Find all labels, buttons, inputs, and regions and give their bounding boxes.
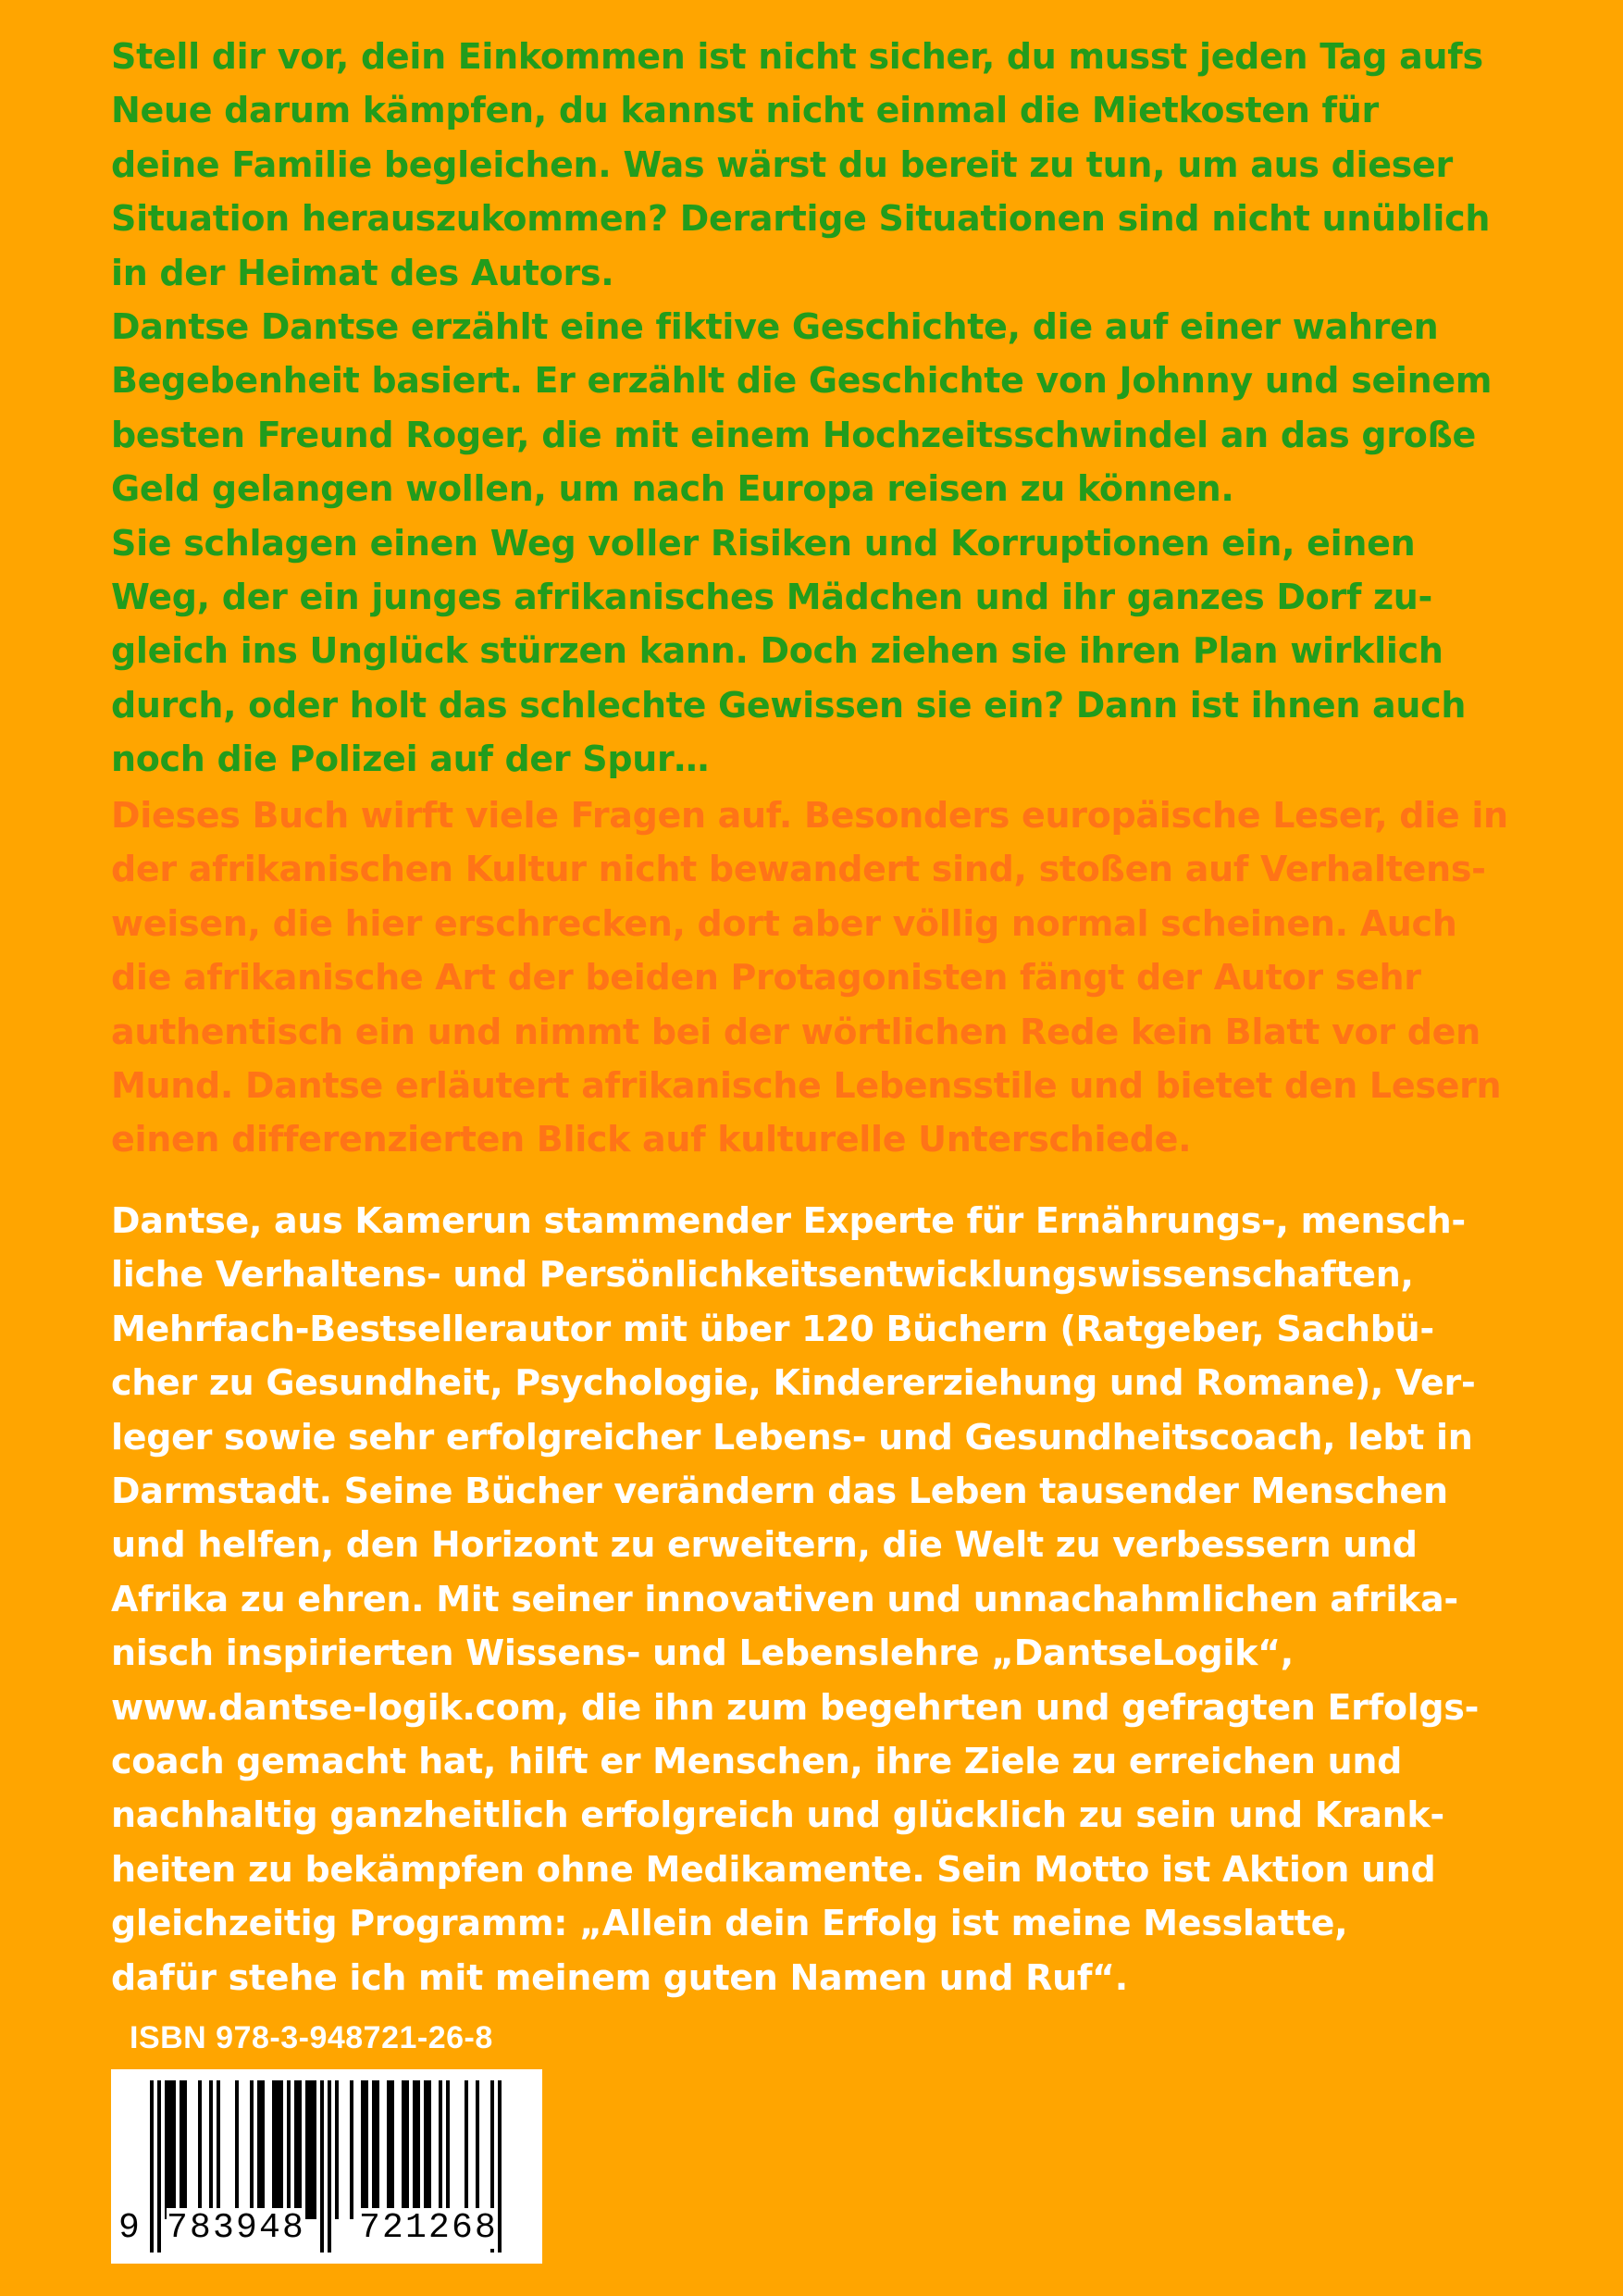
isbn-label: ISBN 978-3-948721-26-8 bbox=[130, 2020, 493, 2055]
author-line: liche Verhaltens- und Persönlichkeitsentwicklungswissenschaften, bbox=[111, 1254, 1414, 1296]
intro-line: Begebenheit basiert. Er erzählt die Geschichte von Johnny und seinem bbox=[111, 360, 1493, 402]
barcode-bar bbox=[150, 2080, 154, 2253]
barcode-bar bbox=[157, 2080, 161, 2253]
barcode-bar bbox=[309, 2080, 313, 2219]
barcode-bar bbox=[376, 2080, 379, 2219]
author-line: und helfen, den Horizont zu erweitern, die Welt zu verbessern und bbox=[111, 1524, 1418, 1566]
barcode-bar bbox=[405, 2080, 409, 2219]
barcode-bar bbox=[335, 2080, 339, 2219]
barcode-bar bbox=[328, 2080, 331, 2253]
intro-line: durch, oder holt das schlechte Gewissen sie ein? Dann ist ihnen auch bbox=[111, 684, 1467, 726]
barcode-bar bbox=[439, 2080, 442, 2219]
intro-line: besten Freund Roger, die mit einem Hochzeitsschwindel an das große bbox=[111, 414, 1477, 455]
barcode-bar bbox=[257, 2080, 261, 2219]
author-line: nisch inspirierten Wissens- und Lebenslehre „DantseLogik“, bbox=[111, 1632, 1294, 1674]
author-line: nachhaltig ganzheitlich erfolgreich und glücklich zu sein und Krank- bbox=[111, 1794, 1444, 1836]
intro-line: Geld gelangen wollen, um nach Europa reisen zu können. bbox=[111, 468, 1234, 510]
intro-line: Stell dir vor, dein Einkommen ist nicht sicher, du musst jeden Tag aufs bbox=[111, 36, 1483, 77]
author-line: Mehrfach-Bestsellerautor mit über 120 Büchern (Ratgeber, Sachbü- bbox=[111, 1308, 1434, 1349]
barcode-bar bbox=[365, 2080, 368, 2219]
author-line: Darmstadt. Seine Bücher verändern das Leben tausender Menschen bbox=[111, 1471, 1448, 1512]
barcode-bar bbox=[361, 2080, 365, 2219]
review-line: einen differenzierten Blick auf kulturelle Unterschiede. bbox=[111, 1119, 1192, 1160]
barcode-bar bbox=[287, 2080, 291, 2219]
barcode-bar bbox=[320, 2080, 324, 2253]
intro-line: noch die Polizei auf der Spur… bbox=[111, 738, 710, 780]
barcode-bar bbox=[413, 2080, 416, 2219]
author-line: Dantse, aus Kamerun stammender Experte für Ernährungs-, mensch- bbox=[111, 1200, 1466, 1241]
barcode-bar bbox=[372, 2080, 376, 2219]
barcode-bar bbox=[313, 2080, 316, 2219]
barcode-bar bbox=[235, 2080, 239, 2219]
barcode-right-digits: 721268 bbox=[359, 2208, 499, 2248]
barcode-bar bbox=[465, 2080, 468, 2219]
barcode-bar bbox=[165, 2080, 168, 2219]
barcode-bar bbox=[350, 2080, 353, 2219]
barcode-bar bbox=[294, 2080, 298, 2219]
intro-line: gleich ins Unglück stürzen kann. Doch ziehen sie ihren Plan wirklich bbox=[111, 630, 1443, 672]
barcode-bar bbox=[498, 2080, 502, 2253]
intro-line: Weg, der ein junges afrikanisches Mädchen und ihr ganzes Dorf zu- bbox=[111, 577, 1433, 618]
barcode bbox=[111, 2069, 542, 2264]
barcode-bar bbox=[198, 2080, 202, 2219]
barcode-bar bbox=[402, 2080, 405, 2219]
author-bio bbox=[111, 1194, 1536, 2004]
barcode-bar bbox=[183, 2080, 187, 2219]
review-line: Dieses Buch wirft viele Fragen auf. Besonders europäische Leser, die in bbox=[111, 795, 1508, 836]
author-line: leger sowie sehr erfolgreicher Lebens- und Gesundheitscoach, lebt in bbox=[111, 1416, 1473, 1458]
barcode-bar bbox=[424, 2080, 427, 2219]
barcode-bar bbox=[180, 2080, 183, 2219]
barcode-bar bbox=[279, 2080, 283, 2219]
barcode-bar bbox=[416, 2080, 420, 2219]
author-line: www.dantse-logik.com, die ihn zum begehrten und gefragten Erfolgs- bbox=[111, 1686, 1480, 1728]
intro-blurb bbox=[111, 30, 1536, 787]
intro-line: Sie schlagen einen Weg voller Risiken und Korruptionen ein, einen bbox=[111, 522, 1416, 564]
author-line: cher zu Gesundheit, Psychologie, Kindererziehung und Romane), Ver- bbox=[111, 1362, 1476, 1404]
barcode-bar bbox=[217, 2080, 220, 2219]
author-line: coach gemacht hat, hilft er Menschen, ihre Ziele zu erreichen und bbox=[111, 1741, 1402, 1782]
barcode-bar bbox=[172, 2080, 176, 2219]
barcode-bar bbox=[209, 2080, 213, 2219]
author-line: Afrika zu ehren. Mit seiner innovativen und unnachahmlichen afrika- bbox=[111, 1578, 1458, 1620]
barcode-bar bbox=[276, 2080, 279, 2219]
review-line: Mund. Dantse erläutert afrikanische Lebensstile und bietet den Lesern bbox=[111, 1065, 1502, 1107]
author-line: gleichzeitig Programm: „Allein dein Erfolg ist meine Messlatte, bbox=[111, 1903, 1348, 1944]
intro-line: deine Familie begleichen. Was wärst du bereit zu tun, um aus dieser bbox=[111, 143, 1453, 185]
author-line: dafür stehe ich mit meinem guten Namen und Ruf“. bbox=[111, 1956, 1128, 1998]
review-blurb bbox=[111, 788, 1536, 1167]
barcode-bar bbox=[387, 2080, 390, 2219]
barcode-bar bbox=[305, 2080, 309, 2219]
barcode-bar bbox=[250, 2080, 254, 2219]
barcode-first-digit: 9 bbox=[118, 2208, 140, 2248]
intro-line: Neue darum kämpfen, du kannst nicht einmal die Mietkosten für bbox=[111, 90, 1379, 131]
review-line: die afrikanische Art der beiden Protagonisten fängt der Autor sehr bbox=[111, 957, 1421, 999]
barcode-bar bbox=[476, 2080, 479, 2219]
review-line: weisen, die hier erschrecken, dort aber völlig normal scheinen. Auch bbox=[111, 902, 1457, 944]
barcode-bar bbox=[427, 2080, 431, 2219]
barcode-left-digits: 783948 bbox=[167, 2208, 306, 2248]
barcode-bar bbox=[446, 2080, 450, 2219]
barcode-bar bbox=[298, 2080, 302, 2219]
review-line: der afrikanischen Kultur nicht bewandert sind, stoßen auf Verhaltens- bbox=[111, 849, 1486, 890]
barcode-bar bbox=[272, 2080, 276, 2219]
intro-line: Dantse Dantse erzählt eine fiktive Geschichte, die auf einer wahren bbox=[111, 306, 1439, 348]
barcode-bar bbox=[261, 2080, 265, 2219]
barcode-bar bbox=[168, 2080, 172, 2219]
intro-line: Situation herauszukommen? Derartige Situationen sind nicht unüblich bbox=[111, 198, 1491, 240]
review-line: authentisch ein und nimmt bei der wörtlichen Rede kein Blatt vor den bbox=[111, 1011, 1481, 1052]
barcode-bar bbox=[390, 2080, 394, 2219]
intro-line: in der Heimat des Autors. bbox=[111, 252, 614, 293]
author-line: heiten zu bekämpfen ohne Medikamente. Sein Motto ist Aktion und bbox=[111, 1848, 1436, 1890]
